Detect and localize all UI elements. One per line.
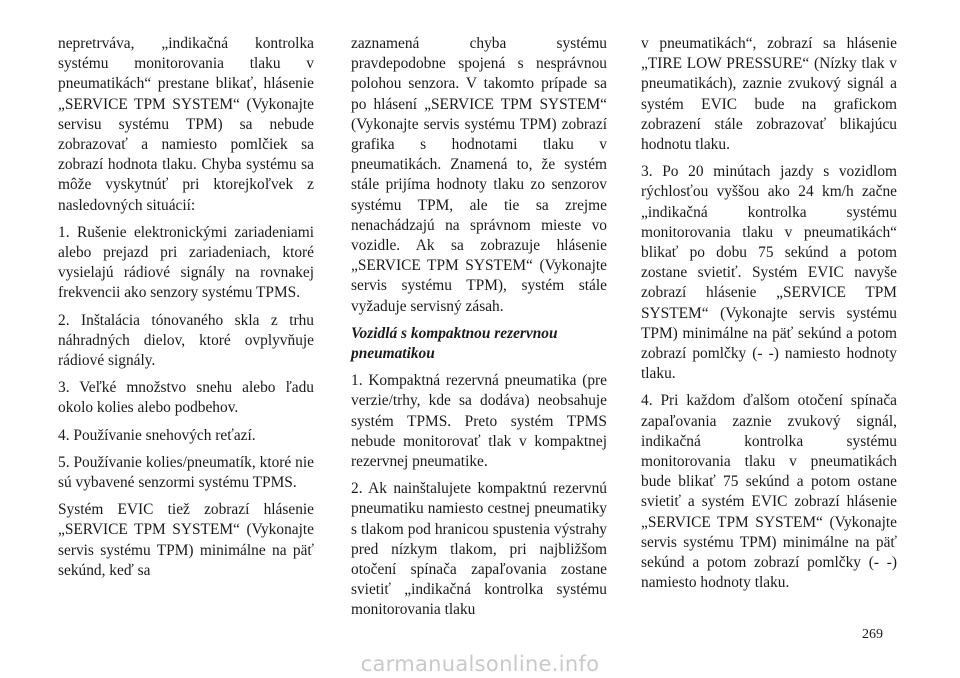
paragraph: zaznamená chyba systému pravdepodobne spojená s nesprávnou polohou senzora. V takomto prípade sa po hlásení „SERVICE TPM SYSTEM“ (Vykonajte servis systému TPM) zobrazí grafika s hodnotami tlaku v pneumatikách. Znamená to, že systém stále prijíma hodnoty tlaku zo senzorov systému TPM, ale tie sa zrejme nenachádzajú na správnom mieste vo vozidle. Ak sa zobrazuje hlásenie „SERVICE TPM SYSTEM“ (Vykonajte servis systému TPM), systém stále vyžaduje servisný zásah. — [351, 35, 607, 315]
list-item: 5. Používanie kolies/pneumatík, ktoré nie sú vybavené senzormi systému TPMS. — [58, 453, 314, 492]
list-item: 2. Ak nainštalujete kompaktnú rezervnú pneumatiku namiesto cestnej pneumatiky s tlakom pod hranicou spustenia výstrahy pred nízkym tlakom, pri najbližšom otočení spínača zapaľovania zostane svietiť „indikačná kontrolka systému monitorovania tlaku — [351, 480, 607, 619]
list-item: 1. Rušenie elektronickými zariadeniami alebo prejazd pri zariadeniach, ktoré vysielajú rádiové signály na rovnakej frekvencii ako senzory systému TPMS. — [58, 223, 314, 302]
paragraph: v pneumatikách“, zobrazí sa hlásenie „TIRE LOW PRESSURE“ (Nízky tlak v pneumatikách), zaznie zvukový signál a systém EVIC bude na grafickom zobrazení stále zobrazovať blikajúcu hodnotu tlaku. — [641, 35, 897, 154]
left-column — [58, 34, 314, 588]
page-number: 269 — [862, 627, 883, 642]
list-item: 4. Používanie snehových reťazí. — [58, 426, 256, 444]
paragraph: Systém EVIC tiež zobrazí hlásenie „SERVICE TPM SYSTEM“ (Vykonajte servis systému TPM) minimálne na päť sekúnd, keď sa — [58, 501, 314, 579]
right-column — [641, 34, 897, 600]
paragraph: nepretrváva, „indikačná kontrolka systému monitorovania tlaku v pneumatikách“ prestane blikať, hlásenie „SERVICE TPM SYSTEM“ (Vykonajte servisu systému TPM) sa nebude zobrazovať a namiesto pomlčiek sa zobrazí hodnota tlaku. Chyba systému sa môže vyskytnúť pri ktorejkoľvek z nasledovných situácií: — [58, 35, 314, 214]
list-item: 3. Po 20 minútach jazdy s vozidlom rýchlosťou vyššou ako 24 km/h začne „indikačná kontrolka systému monitorovania tlaku v pneumatikách“ blikať po dobu 75 sekúnd a potom zostane svietiť. Systém EVIC navyše zobrazí hlásenie „SERVICE TPM SYSTEM“ (Vykonajte servis systému TPM) minimálne na päť sekúnd a potom zobrazí pomlčky (- -) namiesto hodnoty tlaku. — [641, 163, 897, 383]
list-item: 2. Inštalácia tónovaného skla z trhu náhradných dielov, ktoré ovplyvňuje rádiové signály. — [58, 311, 314, 370]
list-item: 4. Pri každom ďalšom otočení spínača zapaľovania zaznie zvukový signál, indikačná kontrolka systému monitorovania tlaku v pneumatikách bude blikať 75 sekúnd a potom ostane svietiť a systém EVIC zobrazí hlásenie „SERVICE TPM SYSTEM“ (Vykonajte servis systému TPM) minimálne na päť sekúnd a potom zobrazí pomlčky (- -) namiesto hodnoty tlaku. — [641, 392, 897, 592]
watermark: carmanualsonline.info — [360, 652, 600, 676]
list-item: 3. Veľké množstvo snehu alebo ľadu okolo kolies alebo podbehov. — [58, 379, 314, 417]
middle-column — [351, 34, 607, 628]
section-heading: Vozidlá s kompaktnou rezervnou pneumatikou — [351, 324, 558, 363]
list-item: 1. Kompaktná rezervná pneumatika (pre verzie/trhy, kde sa dodáva) neobsahuje systém TPMS. Preto systém TPMS nebude monitorovať tlak v kompaktnej rezervnej pneumatike. — [351, 372, 607, 471]
